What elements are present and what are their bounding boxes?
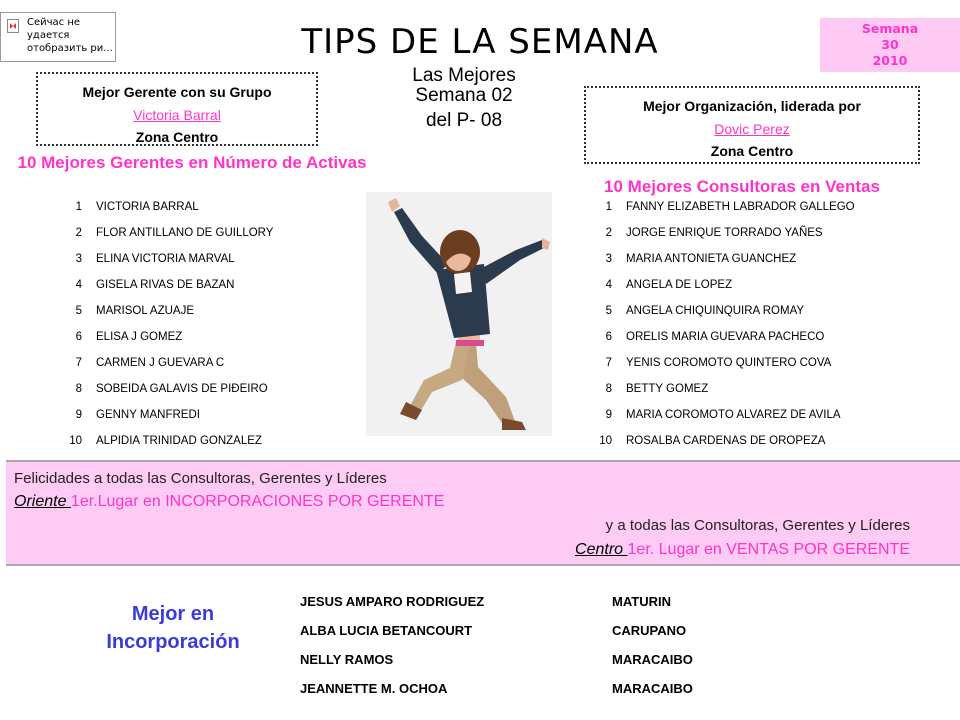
center-heading-line3: del P- 08 <box>425 110 503 131</box>
rank-name: MARIA ANTONIETA GUANCHEZ <box>626 253 797 265</box>
incorporation-city: MATURIN <box>612 594 671 609</box>
week-badge <box>820 18 960 72</box>
list-item <box>582 376 922 402</box>
incorporation-row <box>300 588 760 616</box>
congrats-line-2 <box>14 493 444 511</box>
list-item <box>52 246 352 272</box>
list-item <box>52 220 352 246</box>
center-heading <box>380 66 548 136</box>
region-oriente: Oriente <box>14 493 71 510</box>
rank-number: 5 <box>75 305 82 317</box>
center-heading-line1: Las Mejores <box>412 65 516 86</box>
rank-number: 5 <box>605 305 612 317</box>
list-item <box>52 402 352 428</box>
incorporation-row <box>300 646 760 674</box>
rank-name: ORELIS MARIA GUEVARA PACHECO <box>626 331 825 343</box>
incorporation-city: MARACAIBO <box>612 652 693 667</box>
rank-name: ANGELA CHIQUINQUIRA ROMAY <box>626 305 805 317</box>
top-consultants-title: 10 Mejores Consultoras en Ventas <box>604 177 880 196</box>
missing-image-placeholder <box>0 12 116 62</box>
rank-name: JORGE ENRIQUE TORRADO YAÑES <box>626 227 823 239</box>
list-item <box>52 428 352 454</box>
rank-number: 8 <box>75 383 82 395</box>
rank-number: 4 <box>75 279 82 291</box>
jumping-woman-photo <box>366 192 552 436</box>
incorporation-row <box>300 617 760 645</box>
rank-number: 2 <box>605 227 612 239</box>
rank-name: YENIS COROMOTO QUINTERO COVA <box>626 357 832 369</box>
rank-name: ELISA J GOMEZ <box>96 331 183 343</box>
rank-number: 7 <box>605 357 612 369</box>
rank-name: FLOR ANTILLANO DE GUILLORY <box>96 227 274 239</box>
rank-name: MARISOL AZUAJE <box>96 305 194 317</box>
best-incorporation-list <box>300 588 760 708</box>
top-consultants-list <box>582 194 922 456</box>
best-incorporation-heading <box>80 600 266 656</box>
best-organization-heading: Mejor Organización, liderada por <box>643 98 861 114</box>
jumping-woman-illustration <box>366 192 552 436</box>
rank-name: ANGELA DE LOPEZ <box>626 279 733 291</box>
week-number: 30 <box>881 37 899 52</box>
list-item <box>582 194 922 220</box>
list-item <box>582 350 922 376</box>
rank-number: 3 <box>605 253 612 265</box>
list-item <box>52 376 352 402</box>
list-item <box>582 324 922 350</box>
rank-number: 3 <box>75 253 82 265</box>
placeholder-line: отобразить ри... <box>27 43 113 54</box>
incorporation-name: JEANNETTE M. OCHOA <box>300 681 448 696</box>
rank-number: 9 <box>75 409 82 421</box>
rank-number: 6 <box>75 331 82 343</box>
best-manager-heading: Mejor Gerente con su Grupo <box>82 84 272 100</box>
rank-name: GISELA RIVAS DE BAZAN <box>96 279 235 291</box>
placeholder-line: Сейчас не <box>27 17 81 28</box>
incorporation-city: MARACAIBO <box>612 681 693 696</box>
rank-number: 7 <box>75 357 82 369</box>
list-item <box>582 428 922 454</box>
page-title: TIPS DE LA SEMANA <box>301 22 659 62</box>
rank-name: MARIA COROMOTO ALVAREZ DE AVILA <box>626 409 841 421</box>
congrats-line-1: Felicidades a todas las Consultoras, Gerentes y Líderes <box>14 470 387 487</box>
center-heading-line2: Semana 02 <box>415 85 513 106</box>
week-year: 2010 <box>872 53 908 68</box>
list-item <box>52 298 352 324</box>
best-manager-box <box>36 72 318 146</box>
list-item <box>52 272 352 298</box>
rank-name: CARMEN J GUEVARA C <box>96 357 225 369</box>
list-item <box>582 402 922 428</box>
best-manager-name-link[interactable]: Victoria Barral <box>133 107 221 123</box>
best-incorporation-heading-line2: Incorporación <box>106 631 240 653</box>
placeholder-text <box>27 16 113 55</box>
incorporation-name: ALBA LUCIA BETANCOURT <box>300 623 473 638</box>
best-organization-name-link[interactable]: Dovic Perez <box>714 121 790 137</box>
incorporation-row <box>300 675 760 703</box>
placeholder-line: удается <box>27 30 70 41</box>
rank-name: GENNY MANFREDI <box>96 409 200 421</box>
award-ventas: 1er. Lugar en VENTAS POR GERENTE <box>627 541 910 558</box>
award-incorporaciones: 1er.Lugar en INCORPORACIONES POR GERENTE <box>70 493 445 510</box>
week-label: Semana <box>861 21 919 36</box>
top-managers-list <box>52 194 352 456</box>
rank-number: 1 <box>605 201 612 213</box>
congrats-line-4 <box>575 541 910 559</box>
rank-number: 10 <box>599 435 612 447</box>
list-item <box>582 272 922 298</box>
rank-number: 10 <box>69 435 82 447</box>
rank-number: 8 <box>605 383 612 395</box>
rank-name: ALPIDIA TRINIDAD GONZALEZ <box>96 435 262 447</box>
best-incorporation-heading-line1: Mejor en <box>131 603 215 625</box>
best-organization-box <box>584 86 920 164</box>
rank-name: VICTORIA BARRAL <box>96 201 199 213</box>
rank-number: 1 <box>75 201 82 213</box>
region-centro: Centro <box>575 541 628 558</box>
incorporation-city: CARUPANO <box>612 623 687 638</box>
incorporation-name: NELLY RAMOS <box>300 652 394 667</box>
best-manager-zone: Zona Centro <box>135 129 219 145</box>
rank-number: 6 <box>605 331 612 343</box>
best-organization-zone: Zona Centro <box>710 143 794 159</box>
rank-number: 2 <box>75 227 82 239</box>
incorporation-name: JESUS AMPARO RODRIGUEZ <box>300 594 485 609</box>
broken-image-icon <box>7 19 19 33</box>
list-item <box>52 194 352 220</box>
rank-name: FANNY ELIZABETH LABRADOR GALLEGO <box>626 201 855 213</box>
congratulations-banner <box>6 460 960 566</box>
top-managers-title: 10 Mejores Gerentes en Número de Activas <box>17 153 367 172</box>
rank-name: SOBEIDA GALAVIS DE PIÐEIRO <box>96 383 268 395</box>
rank-name: ROSALBA CARDENAS DE OROPEZA <box>626 435 826 447</box>
congrats-line-3: y a todas las Consultoras, Gerentes y Líderes <box>605 517 910 534</box>
list-item <box>582 220 922 246</box>
list-item <box>582 298 922 324</box>
rank-number: 9 <box>605 409 612 421</box>
rank-number: 4 <box>605 279 612 291</box>
list-item <box>52 350 352 376</box>
list-item <box>582 246 922 272</box>
rank-name: ELINA VICTORIA MARVAL <box>96 253 235 265</box>
list-item <box>52 324 352 350</box>
rank-name: BETTY GOMEZ <box>626 383 709 395</box>
